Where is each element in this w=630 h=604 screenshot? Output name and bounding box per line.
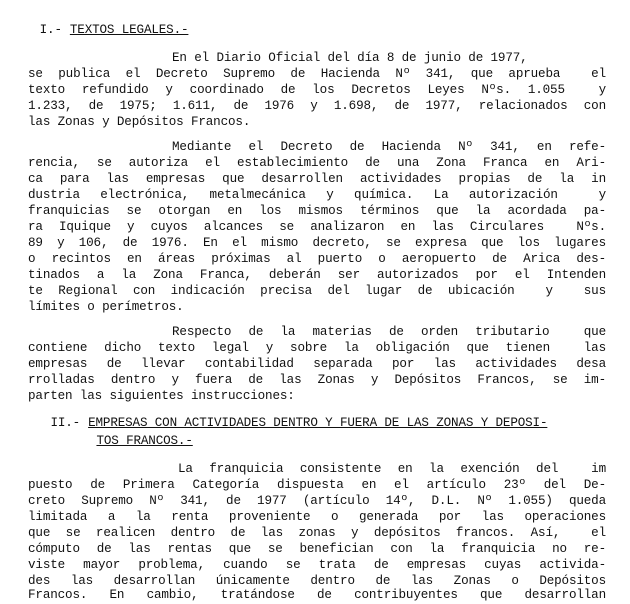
- paragraph-line: límites o perímetros.: [28, 300, 184, 314]
- paragraph-line: parten las siguientes instrucciones:: [28, 389, 295, 403]
- section-1-heading: [10, 7, 188, 54]
- paragraph-line: te Regional con indicación precisa del lugar de ubicación y sus: [28, 284, 606, 298]
- paragraph-line: Mediante el Decreto de Hacienda Nº 341, en refe-: [172, 140, 606, 154]
- paragraph-line: ca para las empresas que desarrollen actividades propias de la in: [28, 172, 606, 186]
- paragraph-line: puesto de Primera Categoría dispuesta en el artículo 23º del De-: [28, 478, 606, 492]
- section-2-title-line-1: EMPRESAS CON ACTIVIDADES DENTRO Y FUERA DE LAS ZONAS Y DEPOSI-: [88, 415, 548, 430]
- paragraph-line: En el Diario Oficial del día 8 de junio de 1977,: [172, 51, 528, 65]
- paragraph-line: Francos. En cambio, tratándose de contribuyentes que desarrollan: [28, 588, 606, 602]
- paragraph-line: que se realicen dentro de las zonas y depósitos francos. Así, el: [28, 526, 606, 540]
- paragraph-line: contiene dicho texto legal y sobre la obligación que tienen las: [28, 341, 606, 355]
- paragraph-line: empresas de llevar contabilidad separada por las actividades desa: [28, 357, 606, 371]
- paragraph-line: se publica el Decreto Supremo de Hacienda Nº 341, que aprueba el: [28, 67, 606, 81]
- section-2-number: II.-: [50, 415, 81, 430]
- paragraph-line: Respecto de la materias de orden tributario que: [172, 325, 606, 339]
- paragraph-line: 89 y 106, de 1976. En el mismo decreto, se expresa que los lugares: [28, 236, 606, 250]
- section-2-title-line-2: TOS FRANCOS.-: [96, 433, 193, 448]
- paragraph-line: cómputo de las rentas que se benefician con la franquicia no re-: [28, 542, 606, 556]
- paragraph-line: texto refundido y coordinado de los Decretos Leyes Nºs. 1.055 y: [28, 83, 606, 97]
- paragraph-line: creto Supremo Nº 341, de 1977 (artículo 14º, D.L. Nº 1.055) queda: [28, 494, 606, 508]
- paragraph-line: viste mayor problema, cuando se trata de empresas cuyas activida-: [28, 558, 606, 572]
- paragraph-line: dustria electrónica, metalmecánica y química. La autorización y: [28, 188, 606, 202]
- paragraph-line: ra Iquique y cuyos alcances se analizaron en las Circulares Nºs.: [28, 220, 606, 234]
- paragraph-line: rrolladas dentro y fuera de las Zonas y Depósitos Francos, se im-: [28, 373, 606, 387]
- paragraph-line: limitada a la renta proveniente o generada por las operaciones: [28, 510, 606, 524]
- paragraph-line: rencia, se autoriza el establecimiento de una Zona Franca en Ari-: [28, 156, 606, 170]
- paragraph-line: des las desarrollan únicamente dentro de las Zonas o Depósitos: [28, 574, 606, 588]
- section-1-title: TEXTOS LEGALES.-: [69, 22, 189, 37]
- paragraph-line: o recintos en áreas próximas al puerto o aeropuerto de Arica des-: [28, 252, 606, 266]
- paragraph-line: 1.233, de 1975; 1.611, de 1976 y 1.698, de 1977, relacionados con: [28, 99, 606, 113]
- paragraph-line: franquicias se otorgan en los mismos términos que la acordada pa-: [28, 204, 606, 218]
- paragraph-line: tinados a la Zona Franca, deberán ser autorizados por el Intenden: [28, 268, 606, 282]
- paragraph-line: las Zonas y Depósitos Francos.: [28, 115, 251, 129]
- paragraph-line: La franquicia consistente en la exención del im: [178, 462, 606, 476]
- section-1-number: I.-: [39, 22, 62, 37]
